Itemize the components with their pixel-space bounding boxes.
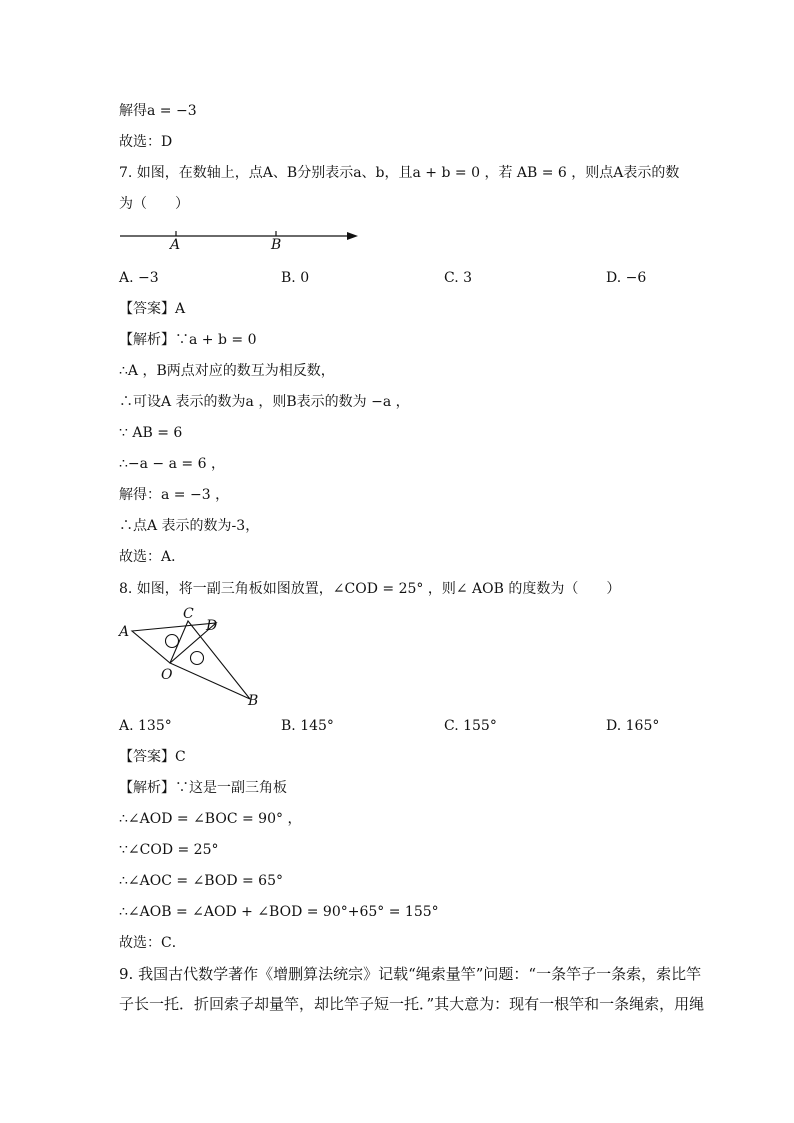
- q9-stem-line1: 9. 我国古代数学著作《增删算法统宗》记载“绳索量竿”问题：“一条竿子一条索，索比竿: [119, 965, 702, 983]
- q8-analysis-6: 故选：C．: [119, 935, 186, 951]
- q8-stem: 8. 如图，将一副三角板如图放置，∠COD = 25° ，则∠ AOB 的度数为（ ）: [119, 581, 621, 597]
- label-point-a: A: [119, 624, 130, 640]
- q7-analysis-1: 【解析】∵a + b = 0: [119, 332, 257, 348]
- label-point-d: D: [206, 618, 218, 634]
- q7-analysis-7: ∴点A 表示的数为-3，: [119, 518, 260, 534]
- q7-option-d: D. −6: [606, 270, 647, 286]
- q8-option-c: C. 155°: [444, 718, 497, 734]
- q7-option-c: C. 3: [444, 270, 473, 286]
- q7-analysis-4: ∵ AB = 6: [119, 425, 183, 441]
- q7-answer: 【答案】A: [119, 301, 186, 317]
- prev-choose-line: 故选：D: [119, 134, 173, 150]
- q8-option-b: B. 145°: [281, 718, 334, 734]
- circle-left: [166, 635, 179, 648]
- circle-right: [191, 652, 204, 665]
- q8-analysis-5: ∴∠AOB = ∠AOD + ∠BOD = 90°+65° = 155°: [119, 904, 439, 920]
- number-line-arrow: [347, 232, 358, 240]
- q9-stem-line2: 子长一托．折回索子却量竿，却比竿子短一托．”其大意为：现有一根竿和一条绳索，用绳: [119, 995, 705, 1013]
- q8-triangle-figure: [118, 605, 268, 710]
- label-point-b: B: [271, 237, 282, 253]
- prev-solve-line: 解得a = −3: [119, 103, 197, 119]
- q7-stem-line1: 7. 如图，在数轴上，点A、B分别表示a、b，且a + b = 0 ，若 AB = 6 ，则点A表示的数: [119, 165, 680, 181]
- q7-number-line-figure: [118, 225, 363, 253]
- label-point-o: O: [161, 667, 173, 683]
- q8-analysis-3: ∵∠COD = 25°: [119, 842, 219, 858]
- q7-option-b: B. 0: [281, 270, 310, 286]
- q8-analysis-4: ∴∠AOC = ∠BOD = 65°: [119, 873, 283, 889]
- q8-answer: 【答案】C: [119, 749, 186, 765]
- q7-analysis-5: ∴−a − a = 6 ，: [119, 456, 225, 472]
- label-point-b: B: [248, 693, 259, 709]
- q7-analysis-6: 解得：a = −3 ，: [119, 487, 230, 503]
- q7-option-a: A. −3: [119, 270, 159, 286]
- q7-stem-line2: 为（ ）: [119, 196, 189, 212]
- label-point-a: A: [170, 237, 181, 253]
- q8-analysis-1: 【解析】∵这是一副三角板: [119, 780, 287, 796]
- label-point-c: C: [183, 606, 194, 622]
- q8-analysis-2: ∴∠AOD = ∠BOC = 90° ，: [119, 811, 302, 827]
- q7-analysis-3: ∴可设A 表示的数为a ，则B表示的数为 −a ，: [119, 394, 410, 410]
- q8-option-a: A. 135°: [119, 718, 172, 734]
- q8-option-d: D. 165°: [606, 718, 660, 734]
- q7-analysis-2: ∴A ，B两点对应的数互为相反数，: [119, 363, 335, 379]
- q7-analysis-8: 故选：A．: [119, 549, 186, 565]
